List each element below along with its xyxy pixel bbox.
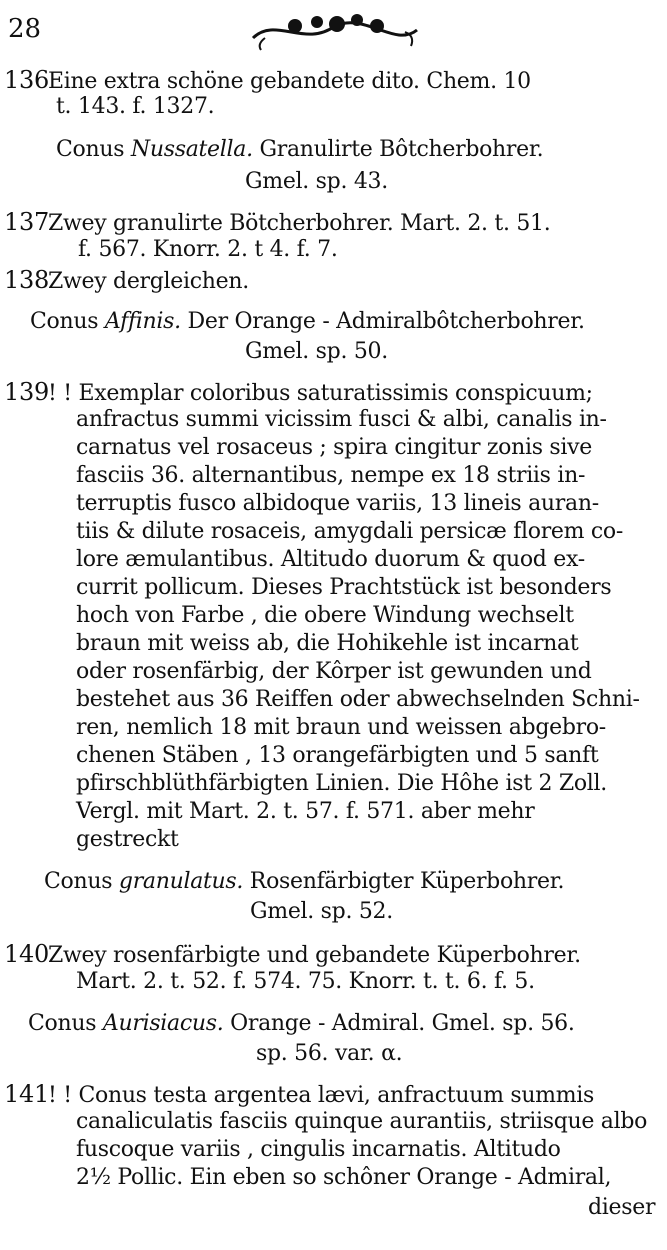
entry-text: ! ! Exemplar coloribus saturatissimis conspicuum; (48, 381, 593, 406)
text-line: pfirschblüthfärbigten Linien. Die Hôhe ist 2 Zoll. (76, 771, 607, 796)
entry-text: Zwey dergleichen. (48, 269, 249, 294)
text-line: tiis & dilute rosaceis, amygdali persicæ florem co- (76, 519, 623, 544)
species-name: granulatus. (118, 869, 244, 894)
entry-number: 136 (4, 66, 49, 94)
heading-pre: Conus (30, 309, 105, 334)
species-heading (56, 136, 543, 164)
text-line: canaliculatis fasciis quinque aurantiis, striisque albo (76, 1109, 648, 1134)
text-line: braun mit weiss ab, die Hohikehle ist incarnat (76, 631, 579, 656)
species-heading (30, 308, 585, 336)
entry-138-line (4, 266, 249, 296)
species-name: Nussatella. (130, 137, 253, 162)
species-heading (44, 868, 564, 896)
text-line: gestreckt (76, 827, 179, 852)
entry-number: 141 (4, 1080, 49, 1108)
text-line: terruptis fusco albidoque variis, 13 lineis auran- (76, 491, 599, 516)
text-line: f. 567. Knorr. 2. t 4. f. 7. (78, 237, 338, 262)
entry-139-line (4, 378, 593, 408)
text-line: Vergl. mit Mart. 2. t. 57. f. 571. aber mehr (76, 799, 535, 824)
text-line: lore æmulantibus. Altitudo duorum & quod ex- (76, 547, 585, 572)
entry-136-line (4, 66, 531, 96)
reference-line: Gmel. sp. 50. (245, 339, 388, 364)
reference-line: Gmel. sp. 52. (250, 899, 393, 924)
entry-text: Zwey rosenfärbigte und gebandete Küperbohrer. (48, 943, 581, 968)
heading-post: Granulirte Bôtcherbohrer. (252, 137, 544, 162)
text-line: fuscoque variis , cingulis incarnatis. Altitudo (76, 1137, 561, 1162)
text-line: ren, nemlich 18 mit braun und weissen abgebro- (76, 715, 606, 740)
entry-text: Zwey granulirte Bötcherbohrer. Mart. 2. t. 51. (48, 211, 551, 236)
entry-141-line (4, 1080, 594, 1110)
species-heading (28, 1010, 575, 1038)
text-line: fasciis 36. alternantibus, nempe ex 18 striis in- (76, 463, 586, 488)
entry-137-line (4, 208, 550, 238)
reference-line: sp. 56. var. α. (256, 1041, 403, 1066)
entry-text: Eine extra schöne gebandete dito. Chem. 10 (48, 69, 531, 94)
text-line: t. 143. f. 1327. (56, 94, 215, 119)
text-line: bestehet aus 36 Reiffen oder abwechselnden Schni- (76, 687, 640, 712)
species-name: Aurisiacus. (102, 1011, 224, 1036)
heading-post: Rosenfärbigter Küperbohrer. (243, 869, 565, 894)
floral-ornament-icon (245, 8, 425, 52)
heading-pre: Conus (56, 137, 131, 162)
text-line: carnatus vel rosaceus ; spira cingitur zonis sive (76, 435, 592, 460)
species-name: Affinis. (104, 309, 181, 334)
text-line: oder rosenfärbig, der Kôrper ist gewunden und (76, 659, 592, 684)
reference-line: Gmel. sp. 43. (245, 169, 388, 194)
entry-140-line (4, 940, 581, 970)
page-number: 28 (8, 14, 42, 44)
heading-post: Orange - Admiral. Gmel. sp. 56. (223, 1011, 575, 1036)
entry-text: ! ! Conus testa argentea lævi, anfractuum summis (48, 1083, 595, 1108)
entry-number: 138 (4, 266, 49, 294)
heading-pre: Conus (44, 869, 119, 894)
entry-number: 140 (4, 940, 49, 968)
text-line: chenen Stäben , 13 orangefärbigten und 5 sanft (76, 743, 599, 768)
text-line: anfractus summi vicissim fusci & albi, canalis in- (76, 407, 607, 432)
text-line: Mart. 2. t. 52. f. 574. 75. Knorr. t. t. 6. f. 5. (76, 969, 535, 994)
entry-number: 139 (4, 378, 49, 406)
text-line: hoch von Farbe , die obere Windung wechselt (76, 603, 574, 628)
text-line: currit pollicum. Dieses Prachtstück ist besonders (76, 575, 612, 600)
entry-number: 137 (4, 208, 49, 236)
heading-pre: Conus (28, 1011, 103, 1036)
heading-post: Der Orange - Admiralbôtcherbohrer. (180, 309, 585, 334)
catchword: dieser (588, 1195, 656, 1220)
text-line: 2½ Pollic. Ein eben so schôner Orange - Admiral, (76, 1165, 612, 1190)
